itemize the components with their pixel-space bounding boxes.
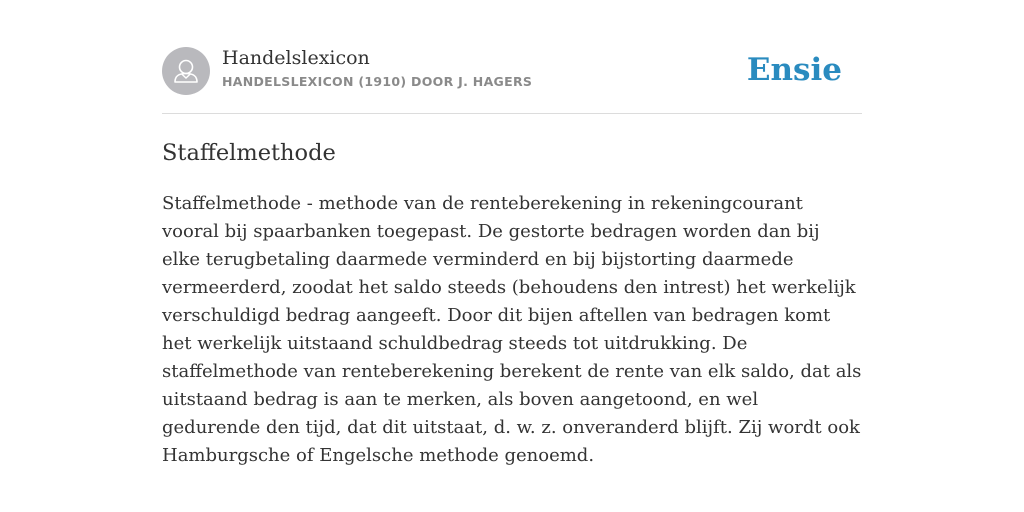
source-subtitle: HANDELSLEXICON (1910) DOOR J. HAGERS (222, 74, 533, 89)
source-name[interactable]: Handelslexicon (222, 47, 370, 69)
entry-title: Staffelmethode (162, 140, 336, 166)
source-avatar[interactable] (162, 47, 210, 95)
entry-body: Staffelmethode - methode van de renteberekening in rekeningcourant vooral bij spaarbanken toegepast. De gestorte bedragen worden dan bij elke terugbetaling daarmede verminderd en bij bijstorting daarmede vermeerderd, zoodat het saldo steeds (behoudens den intrest) het werkelijk verschuldigd bedrag aangeeft. Door dit bijen aftellen van bedragen komt het werkelijk uitstaand schuldbedrag steeds tot uitdrukking. De staffelmethode van renteberekening berekent de rente van elk saldo, dat als uitstaand bedrag is aan te merken, als boven aangetoond, en wel gedurende den tijd, dat dit uitstaat, d. w. z. onveranderd blijft. Zij wordt ook Hamburgsche of Engelsche methode genoemd. (162, 193, 862, 466)
entry-card (162, 44, 862, 470)
ensie-logo-link[interactable]: Ensie (746, 52, 842, 88)
entry-header (162, 44, 862, 114)
user-silhouette-icon (162, 47, 210, 95)
